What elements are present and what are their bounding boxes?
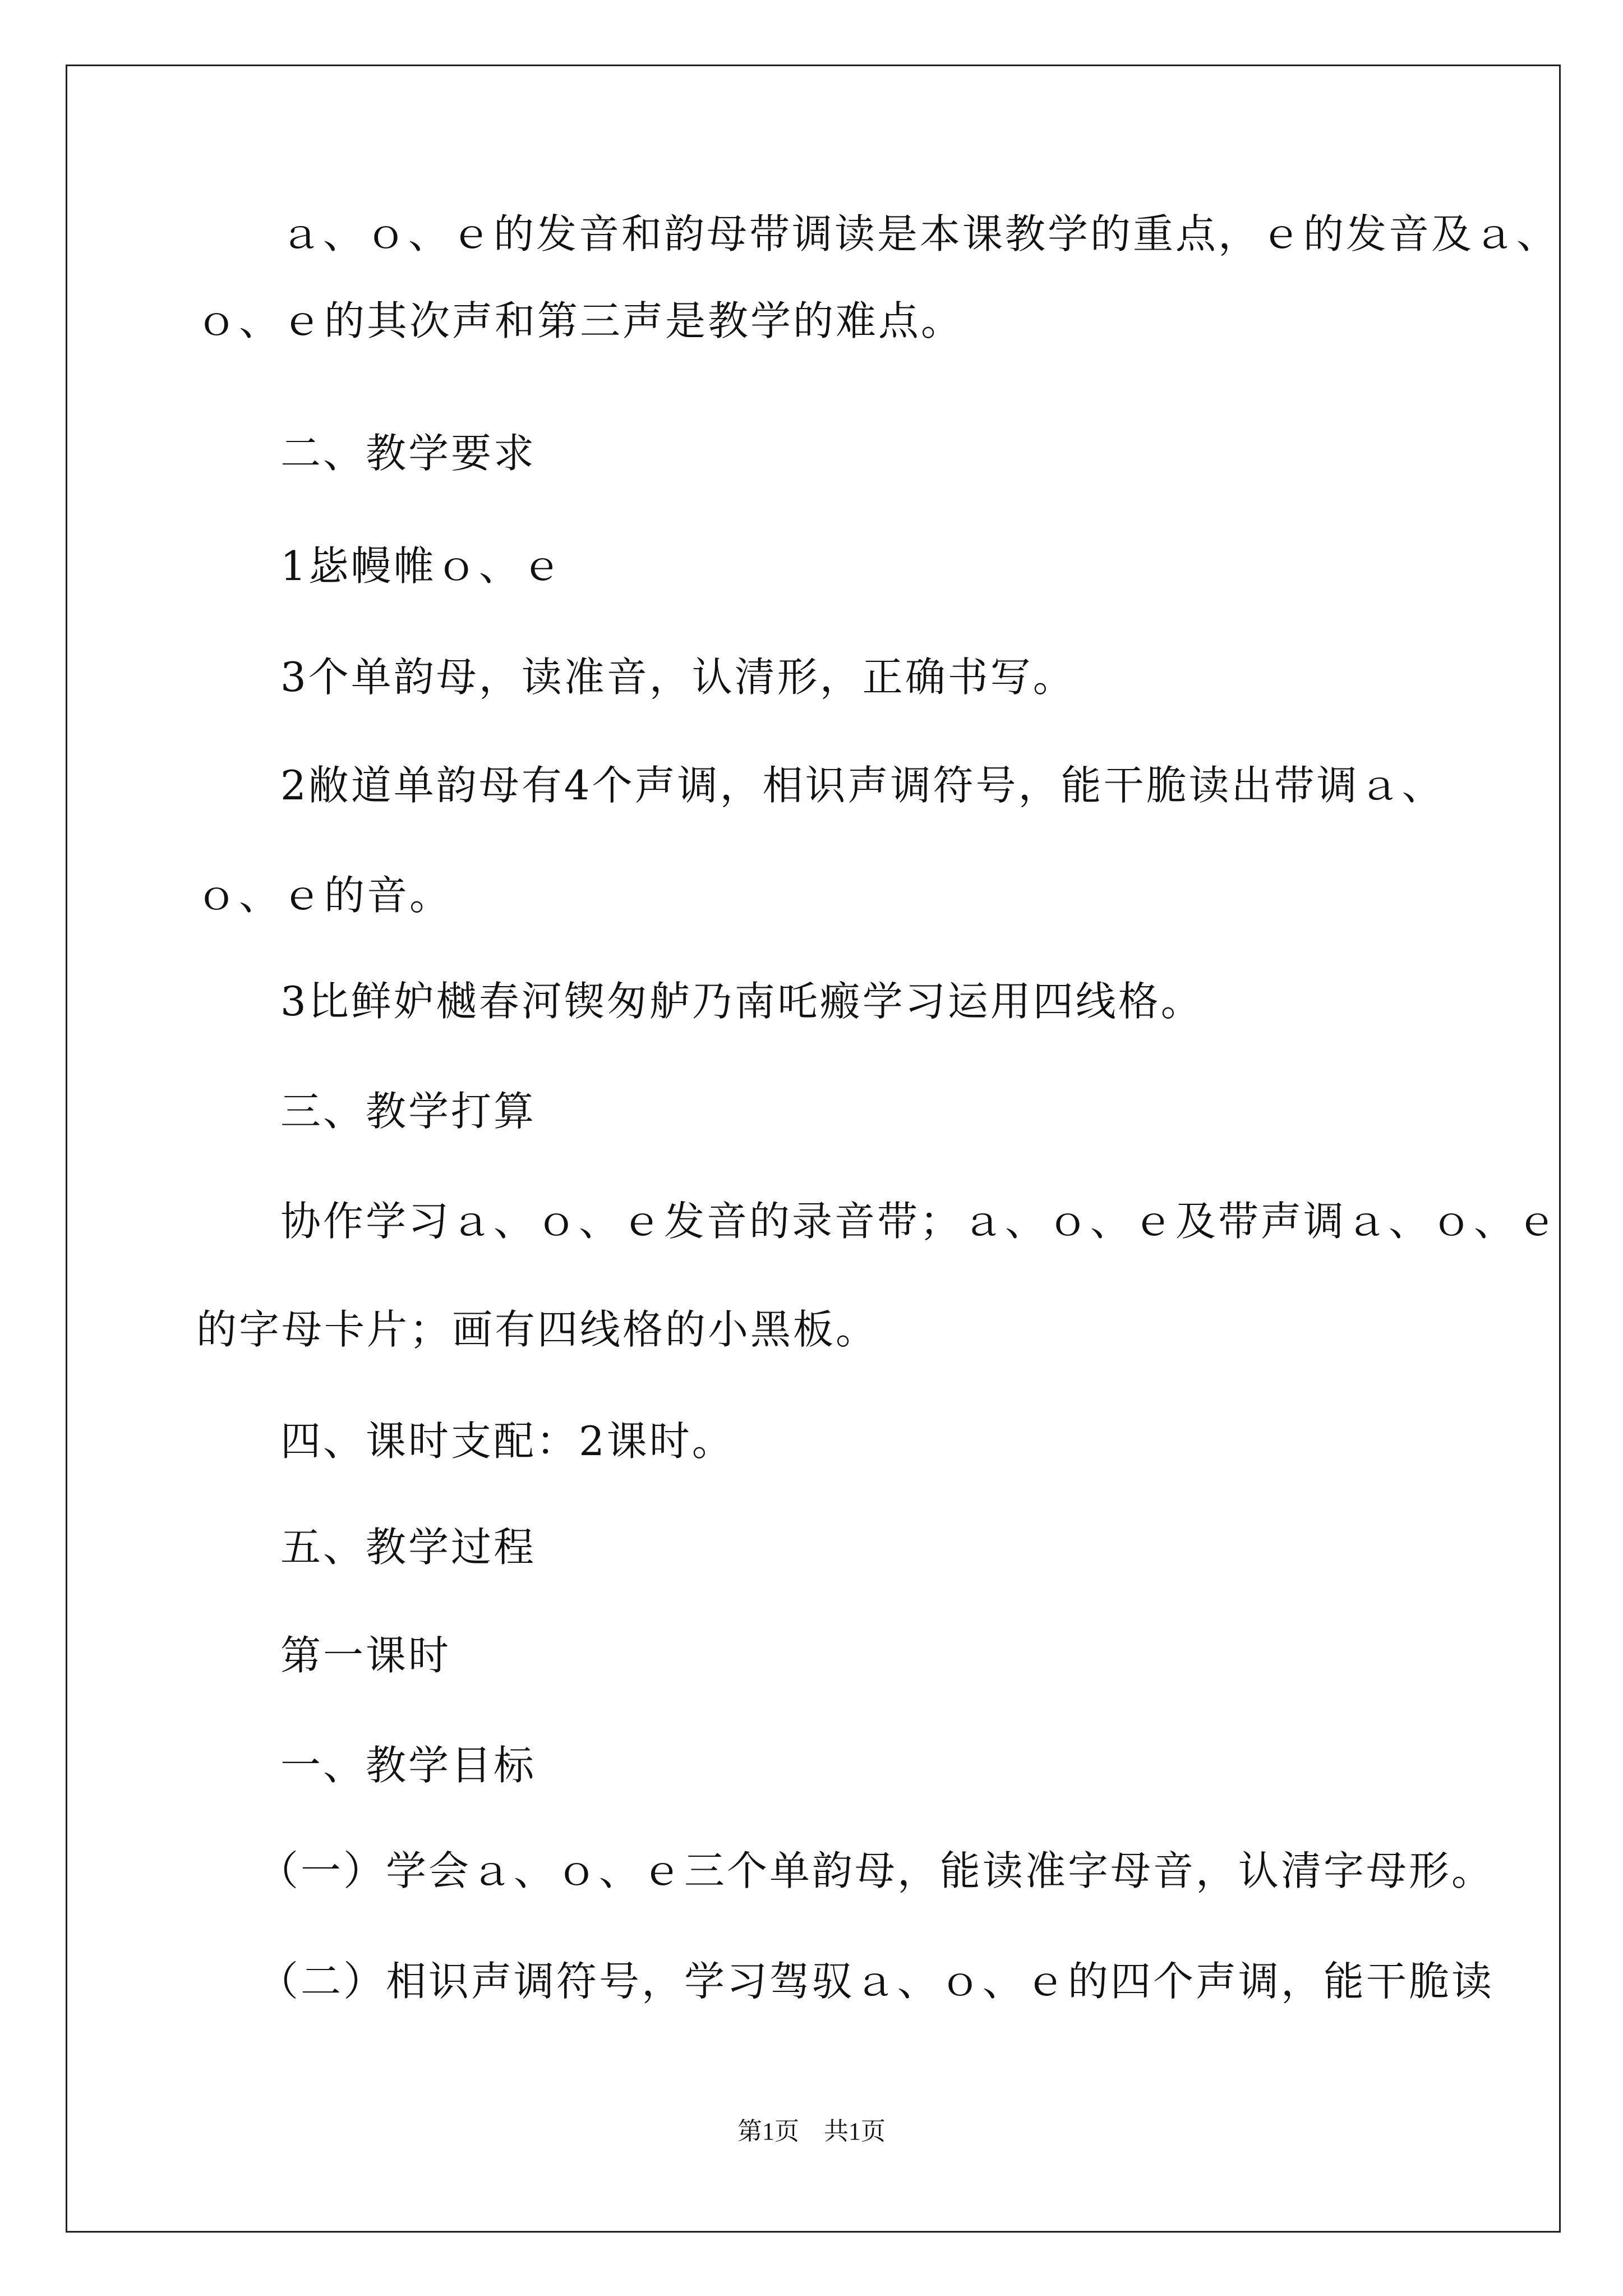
paragraph-line-11: 的字母卡片；画有四线格的小黑板。 bbox=[196, 1306, 879, 1353]
paragraph-line-16: （一）学会ａ、ｏ、ｅ三个单韵母，能读准字母音，认清字母形。 bbox=[258, 1847, 1495, 1894]
paragraph-line-8: 3比鲜妒樾春河锲匆舻乃南吒瘢学习运用四线格。 bbox=[280, 978, 1204, 1025]
paragraph-line-6: 2敝道单韵母有4个声调，相识声调符号，能干脆读出带调ａ、 bbox=[280, 762, 1445, 809]
paragraph-line-2: ｏ、ｅ的其次声和第三声是教学的难点。 bbox=[196, 297, 964, 344]
section-heading-process: 五、教学过程 bbox=[280, 1524, 537, 1571]
paragraph-line-17: （二）相识声调符号，学习驾驭ａ、ｏ、ｅ的四个声调，能干脆读 bbox=[258, 1958, 1495, 2005]
page-frame bbox=[66, 65, 1561, 2233]
paragraph-line-4: 1毖幔帷ｏ、ｅ bbox=[280, 542, 564, 590]
paragraph-line-10: 协作学习ａ、ｏ、ｅ发音的录音带；ａ、ｏ、ｅ及带声调ａ、ｏ、ｅ bbox=[280, 1198, 1560, 1245]
paragraph-line-7: ｏ、ｅ的音。 bbox=[196, 872, 453, 919]
paragraph-line-5: 3个单韵母，读准音，认清形，正确书写。 bbox=[280, 654, 1076, 701]
paragraph-line-1: ａ、ｏ、ｅ的发音和韵母带调读是本课教学的重点，ｅ的发音及ａ、 bbox=[280, 210, 1560, 257]
section-heading-schedule: 四、课时支配：2课时。 bbox=[280, 1418, 735, 1465]
section-heading-requirements: 二、教学要求 bbox=[280, 430, 537, 477]
page-footer: 第1页 共1页 bbox=[737, 2118, 886, 2145]
section-heading-objectives: 一、教学目标 bbox=[280, 1742, 537, 1789]
section-heading-preparation: 三、教学打算 bbox=[280, 1088, 537, 1135]
subheading-first-lesson: 第一课时 bbox=[280, 1632, 451, 1679]
